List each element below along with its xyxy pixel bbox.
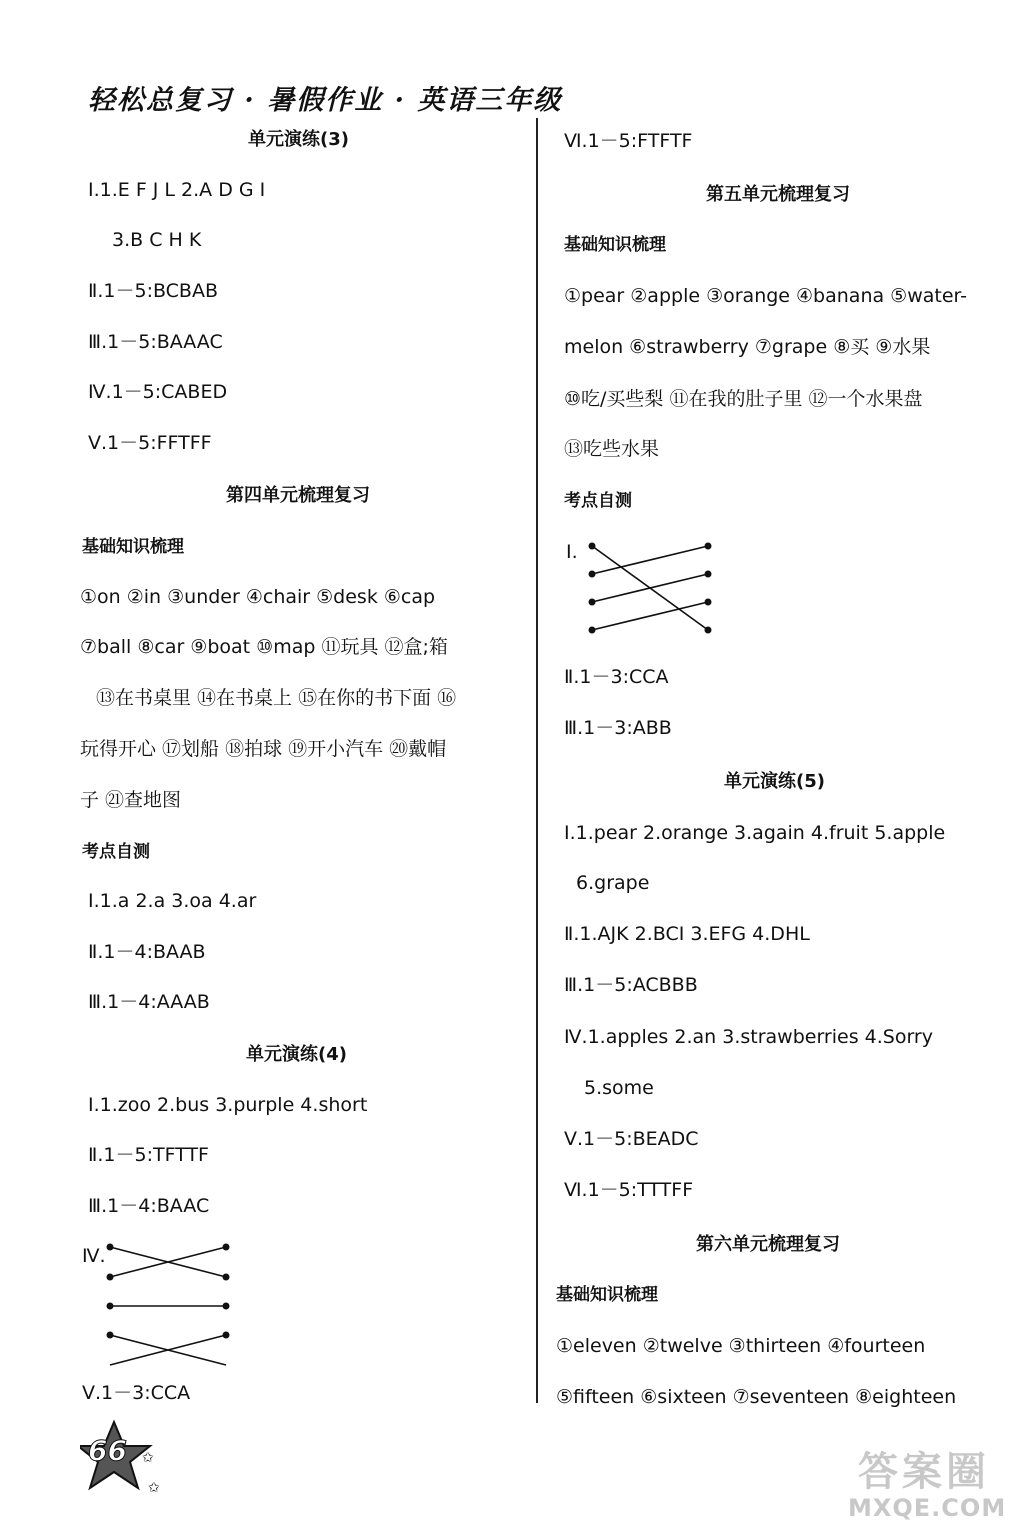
- answer-line: Ⅳ.1－5:CABED: [88, 381, 228, 403]
- answer-line: ⑬吃些水果: [564, 438, 660, 460]
- answer-line: Ⅴ.1－5:BEADC: [564, 1128, 699, 1150]
- section-title-unit5-review: 第五单元梳理复习: [706, 184, 850, 205]
- section-title-unit6-review: 第六单元梳理复习: [696, 1234, 840, 1255]
- answer-line: Ⅱ.1－3:CCA: [564, 666, 669, 688]
- answer-line: ⑩吃/买些梨 ⑪在我的肚子里 ⑫一个水果盘: [564, 388, 923, 410]
- answer-line: ⑤fifteen ⑥sixteen ⑦seventeen ⑧eighteen: [556, 1386, 957, 1408]
- subheading-basic-knowledge: 基础知识梳理: [564, 235, 666, 255]
- answer-line: ①on ②in ③under ④chair ⑤desk ⑥cap: [80, 586, 436, 608]
- answer-line: Ⅴ.1－3:CCA: [82, 1382, 191, 1404]
- answer-line: Ⅳ.: [82, 1245, 106, 1267]
- answer-line: Ⅱ.1－5:BCBAB: [88, 280, 219, 302]
- answer-line: ①pear ②apple ③orange ④banana ⑤water-: [564, 285, 967, 307]
- subheading-basic-knowledge: 基础知识梳理: [556, 1285, 658, 1305]
- answer-line: Ⅱ.1－4:BAAB: [88, 941, 206, 963]
- matching-lines-diagram-right: [584, 538, 714, 638]
- answer-line: Ⅴ.1－5:FFTFF: [88, 432, 212, 454]
- answer-line: Ⅲ.1－5:BAAAC: [88, 331, 223, 353]
- answer-line: Ⅰ.1.zoo 2.bus 3.purple 4.short: [88, 1094, 368, 1116]
- section-title-unit5-practice: 单元演练(5): [724, 771, 825, 792]
- column-divider: [536, 118, 538, 1403]
- watermark-logo: 答案圈: [858, 1449, 990, 1495]
- answer-line: Ⅳ.1.apples 2.an 3.strawberries 4.Sorry: [564, 1026, 933, 1048]
- answer-line: ①eleven ②twelve ③thirteen ④fourteen: [556, 1335, 926, 1357]
- answer-line: Ⅲ.1－4:AAAB: [88, 991, 210, 1013]
- answer-line: Ⅵ.1－5:TTTFF: [564, 1179, 694, 1201]
- answer-line: Ⅰ.1.a 2.a 3.oa 4.ar: [88, 890, 257, 912]
- section-title-unit4-review: 第四单元梳理复习: [226, 485, 370, 506]
- answer-line: Ⅲ.1－3:ABB: [564, 717, 672, 739]
- answer-line: ⑦ball ⑧car ⑨boat ⑩map ⑪玩具 ⑫盒;箱: [80, 636, 448, 658]
- answer-line: Ⅰ.1.pear 2.orange 3.again 4.fruit 5.apple: [564, 822, 946, 844]
- svg-text:✩: ✩: [148, 1480, 160, 1496]
- answer-line: Ⅲ.1－5:ACBBB: [564, 974, 698, 996]
- svg-text:✩: ✩: [142, 1450, 154, 1466]
- answer-line: melon ⑥strawberry ⑦grape ⑧买 ⑨水果: [564, 336, 931, 358]
- matching-lines-diagram-left: [104, 1240, 234, 1360]
- answer-line: Ⅱ.1.AJK 2.BCI 3.EFG 4.DHL: [564, 923, 810, 945]
- subheading-basic-knowledge: 基础知识梳理: [82, 537, 184, 557]
- watermark-url: MXQE.COM: [848, 1494, 1007, 1522]
- answer-line: 3.B C H K: [112, 229, 202, 251]
- answer-line: Ⅵ.1－5:FTFTF: [564, 130, 693, 152]
- answer-line: 子 ㉑查地图: [80, 789, 182, 811]
- answer-line: 5.some: [584, 1077, 654, 1099]
- answer-line: Ⅰ.: [566, 541, 578, 563]
- answer-line: 6.grape: [576, 872, 650, 894]
- section-title-unit4-practice: 单元演练(4): [246, 1044, 347, 1065]
- section-title-unit3-practice: 单元演练(3): [248, 129, 349, 150]
- answer-line: 玩得开心 ⑰划船 ⑱拍球 ⑲开小汽车 ⑳戴帽: [80, 738, 447, 760]
- answer-line: ⑬在书桌里 ⑭在书桌上 ⑮在你的书下面 ⑯: [96, 687, 457, 709]
- answer-line: Ⅲ.1－4:BAAC: [88, 1195, 210, 1217]
- subheading-self-test: 考点自测: [82, 842, 150, 862]
- page-header: 轻松总复习 · 暑假作业 · 英语三年级: [88, 85, 563, 116]
- answer-line: Ⅰ.1.E F J L 2.A D G I: [88, 179, 266, 201]
- page-number: 66: [88, 1434, 127, 1467]
- subheading-self-test: 考点自测: [564, 491, 632, 511]
- answer-line: Ⅱ.1－5:TFTTF: [88, 1144, 209, 1166]
